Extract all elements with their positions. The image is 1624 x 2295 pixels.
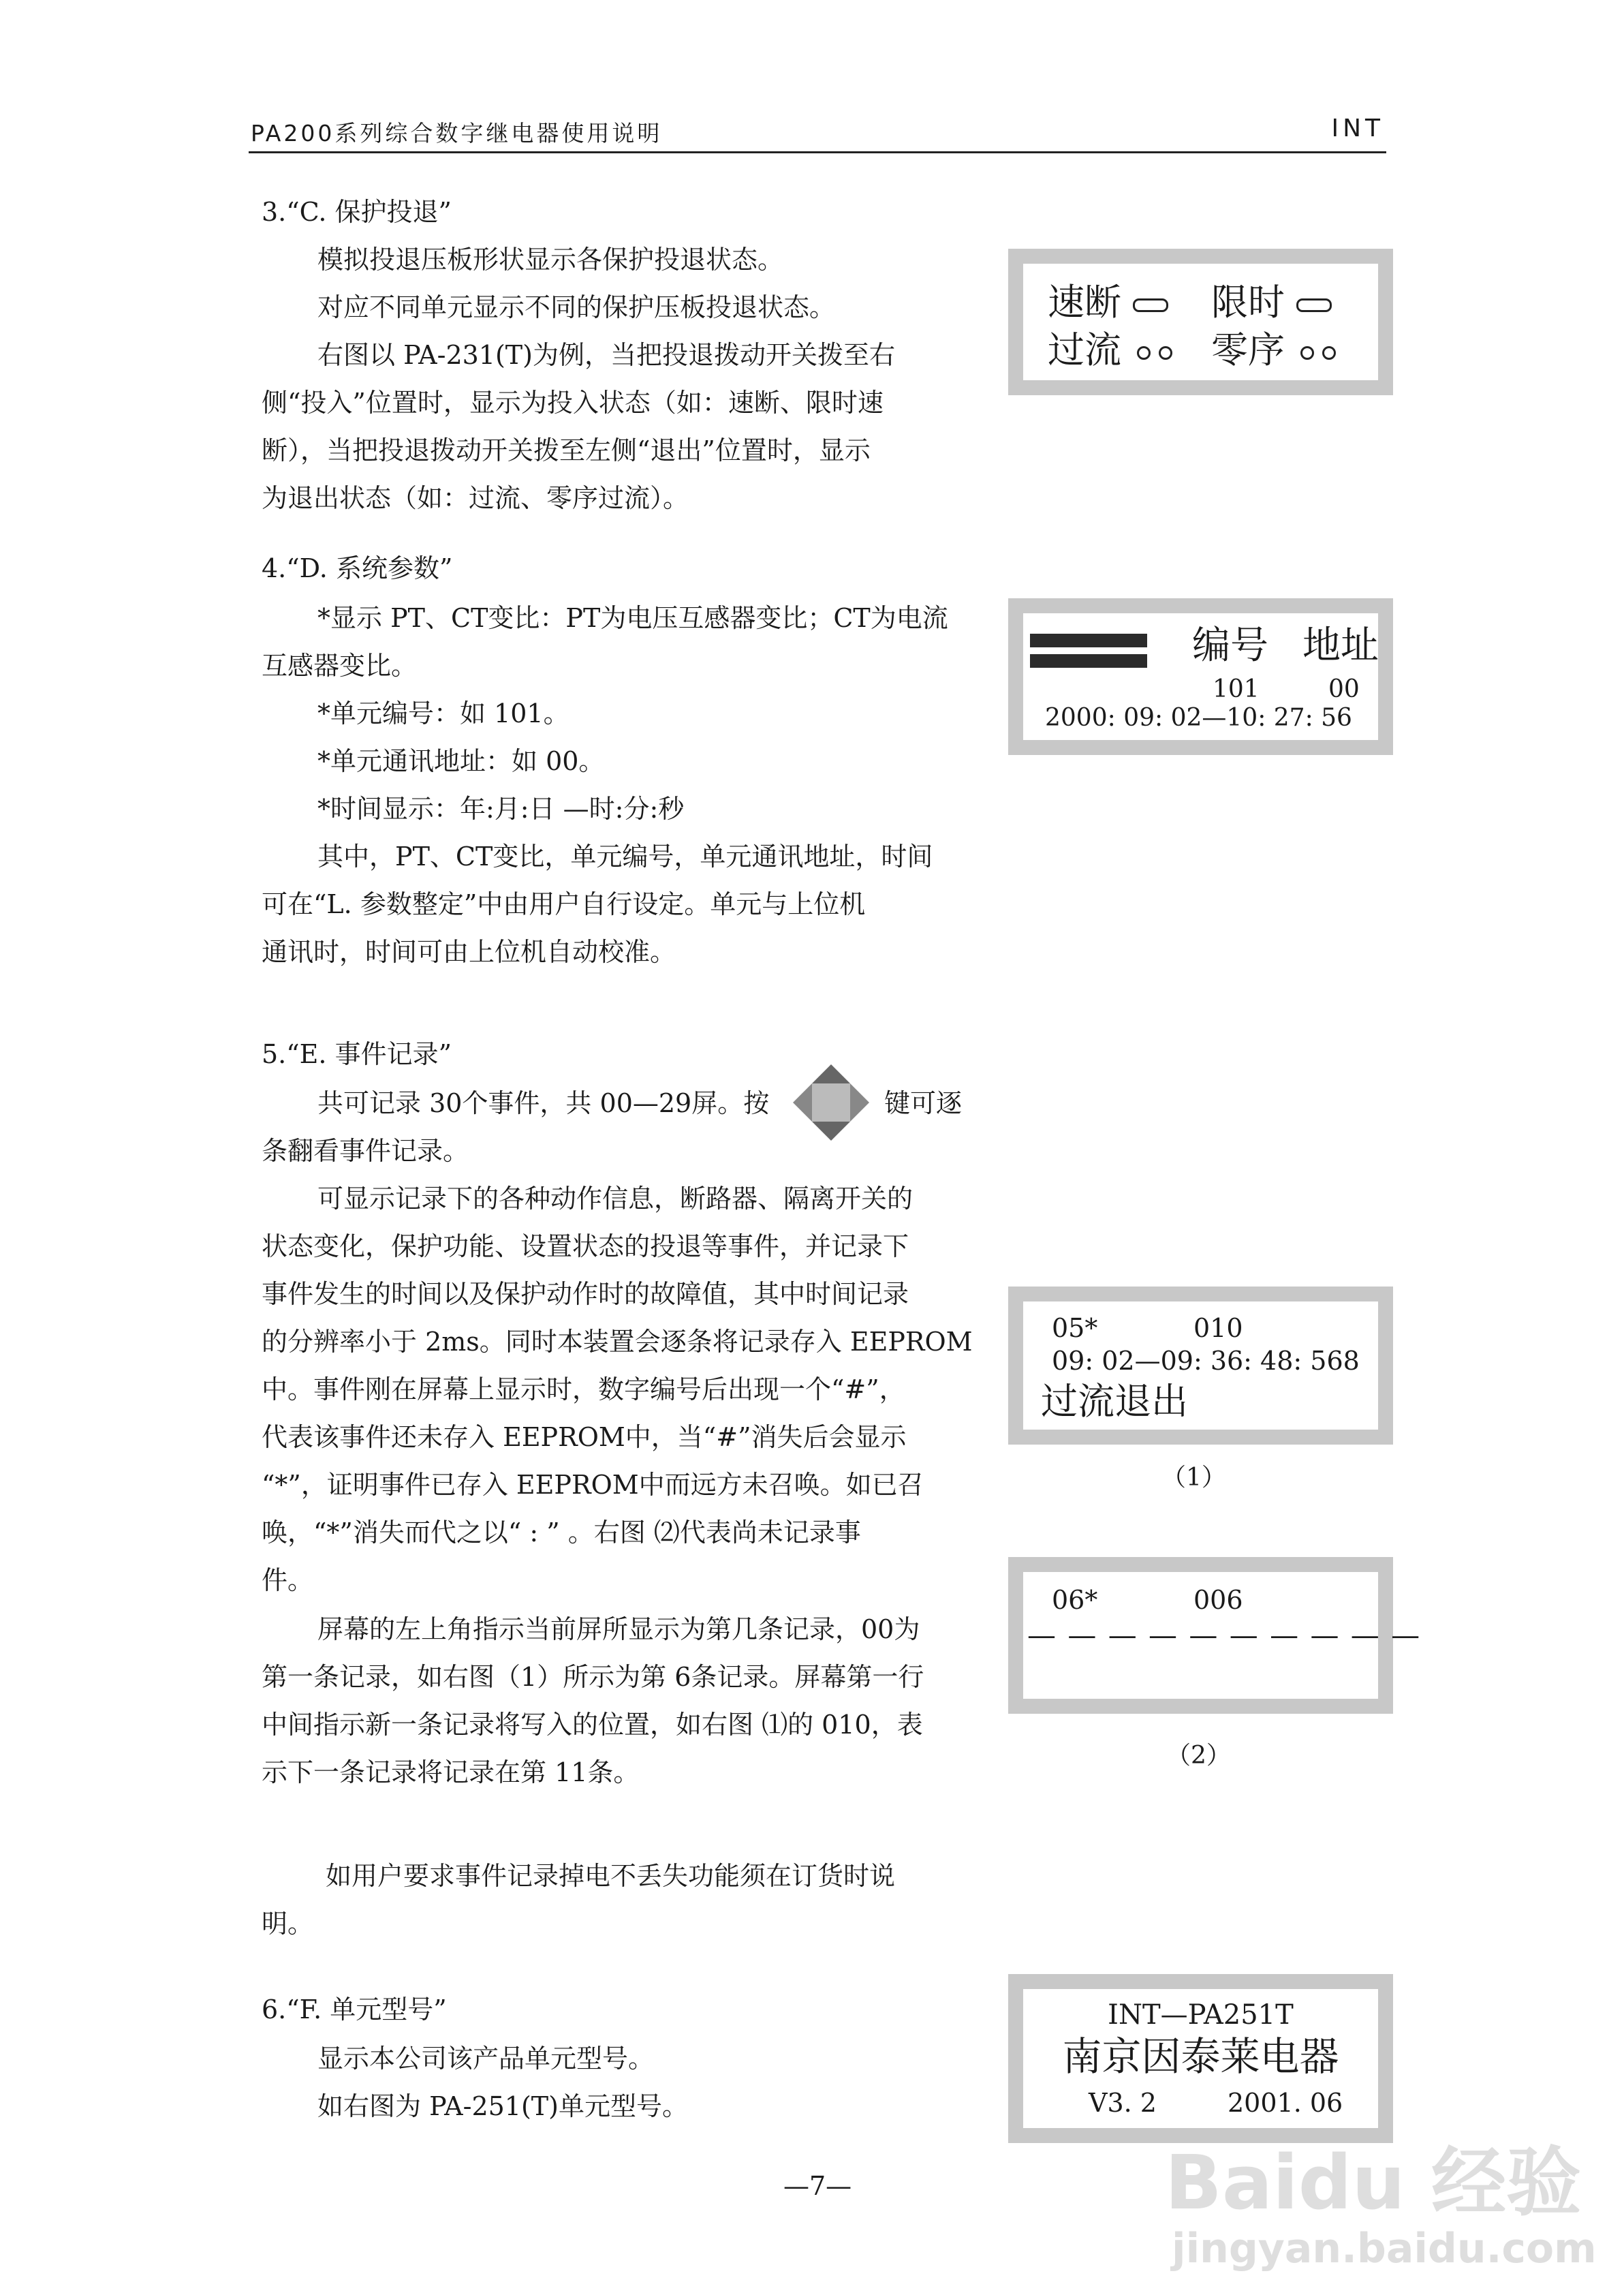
lcd-panel-params [1008, 598, 1393, 755]
paragraph-line: 侧“投入”位置时，显示为投入状态（如：速断、限时速 [262, 388, 884, 418]
switch-off-icon [1137, 346, 1151, 360]
paragraph-line: 如右图为 PA-251(T)单元型号。 [317, 2091, 688, 2121]
lcd-event-time: 09: 02—09: 36: 48: 568 [1052, 1346, 1360, 1376]
paragraph-line: 第一条记录，如右图（1）所示为第 6条记录。屏幕第一行 [262, 1662, 924, 1692]
switch-on-icon [1296, 298, 1332, 312]
lcd-next-position: 006 [1193, 1585, 1243, 1615]
paragraph-line: *单元编号：如 101。 [317, 698, 569, 728]
header-divider [249, 151, 1386, 153]
switch-on-icon [1133, 298, 1168, 312]
note-line: 如用户要求事件记录掉电不丢失功能须在订货时说 [326, 1861, 896, 1891]
page-number: —7— [783, 2171, 852, 2201]
lcd-label-address: 地址 [1302, 623, 1379, 668]
lcd-label: 零序 [1211, 332, 1340, 369]
lcd-model-name: INT—PA251T [1108, 1999, 1294, 2031]
section-heading-events: 5.“E. 事件记录” [262, 1039, 452, 1069]
paragraph-line: 中间指示新一条记录将写入的位置，如右图 ⑴的 010，表 [262, 1710, 923, 1740]
ratio-bar [1030, 634, 1147, 647]
arrow-keys-icon [790, 1062, 872, 1143]
paragraph-line: 示下一条记录将记录在第 11条。 [262, 1757, 640, 1787]
paragraph-line: 的分辨率小于 2ms。同时本装置会逐条将记录存入 EEPROM [262, 1327, 973, 1357]
baidu-watermark-logo: Baidu 经验 [1165, 2139, 1582, 2226]
lcd-datetime: 2000: 09: 02—10: 27: 56 [1045, 704, 1352, 732]
paragraph-line: 唤，“*”消失而代之以“ : ” 。右图 ⑵代表尚未记录事 [262, 1518, 861, 1547]
brand-label: INT [1331, 114, 1384, 142]
section-heading-protection: 3.“C. 保护投退” [262, 197, 452, 227]
section-heading-model: 6.“F. 单元型号” [262, 1994, 447, 2024]
paragraph-line: 条翻看事件记录。 [262, 1136, 469, 1166]
paragraph-line: 模拟投退压板形状显示各保护投退状态。 [317, 245, 784, 275]
paragraph-line: 通讯时，时间可由上位机自动校准。 [262, 937, 676, 967]
switch-off-icon [1159, 346, 1172, 360]
paragraph-line: 其中，PT、CT变比，单元编号，单元通讯地址，时间 [317, 842, 933, 872]
paragraph-line: 断），当把投退拨动开关拨至左侧“退出”位置时，显示 [262, 435, 871, 465]
lcd-label-number: 编号 [1192, 623, 1268, 668]
lcd-company-name: 南京因泰莱电器 [1062, 2033, 1339, 2080]
baidu-watermark-url: jingyan.baidu.com [1172, 2225, 1597, 2273]
switch-off-icon [1322, 346, 1336, 360]
paragraph-line: 显示本公司该产品单元型号。 [317, 2044, 655, 2074]
paragraph-line: 为退出状态（如：过流、零序过流）。 [262, 483, 689, 513]
paragraph-line: 代表该事件还未存入 EEPROM中，当“#”消失后会显示 [262, 1422, 907, 1452]
lcd-panel-model [1008, 1974, 1393, 2143]
lcd-empty-dashes: — — — — — — — — — — [1027, 1618, 1422, 1652]
note-line: 明。 [262, 1909, 314, 1939]
paragraph-line: *显示 PT、CT变比：PT为电压互感器变比；CT为电流 [317, 603, 948, 633]
ratio-bar [1030, 654, 1147, 668]
paragraph-line: 状态变化，保护功能、设置状态的投退等事件，并记录下 [262, 1231, 909, 1261]
lcd-release-date: 2001. 06 [1228, 2088, 1343, 2118]
paragraph-line: 共可记录 30个事件，共 00—29屏。按 [317, 1088, 770, 1118]
lcd-label: 过流 [1048, 332, 1176, 369]
paragraph-line: 事件发生的时间以及保护动作时的故障值，其中时间记录 [262, 1279, 909, 1309]
paragraph-line: *时间显示：年:月:日 —时:分:秒 [317, 794, 685, 824]
paragraph-line: 键可逐 [884, 1088, 963, 1118]
switch-off-icon [1300, 346, 1314, 360]
lcd-panel-event-2 [1008, 1557, 1422, 1714]
lcd-event-name: 过流退出 [1041, 1380, 1188, 1423]
lcd-unit-address: 00 [1328, 675, 1360, 703]
lcd-version: V3. 2 [1089, 2088, 1157, 2118]
paragraph-line: 屏幕的左上角指示当前屏所显示为第几条记录，00为 [317, 1614, 920, 1644]
section-heading-params: 4.“D. 系统参数” [262, 553, 453, 583]
paragraph-line: “*”，证明事件已存入 EEPROM中而远方未召唤。如已召 [262, 1470, 924, 1500]
paragraph-line: 互感器变比。 [262, 651, 418, 681]
paragraph-line: 右图以 PA-231(T)为例，当把投退拨动开关拨至右 [317, 340, 895, 370]
paragraph-line: 可显示记录下的各种动作信息，断路器、隔离开关的 [317, 1184, 914, 1214]
lcd-record-index: 06* [1052, 1585, 1098, 1615]
lcd-panel-protection [1008, 249, 1393, 395]
paragraph-line: 中。事件刚在屏幕上显示时，数字编号后出现一个“#”， [262, 1374, 905, 1404]
paragraph-line: 对应不同单元显示不同的保护压板投退状态。 [317, 292, 836, 322]
figure-caption: （1） [1161, 1464, 1226, 1492]
lcd-next-position: 010 [1193, 1313, 1243, 1343]
lcd-label: 速断 [1048, 284, 1168, 321]
paragraph-line: *单元通讯地址：如 00。 [317, 746, 605, 776]
lcd-record-index: 05* [1052, 1313, 1098, 1343]
figure-caption: （2） [1166, 1742, 1231, 1770]
lcd-unit-number: 101 [1213, 675, 1260, 703]
lcd-label: 限时 [1211, 284, 1332, 321]
document-title: PA200系列综合数字继电器使用说明 [251, 120, 663, 147]
paragraph-line: 件。 [262, 1565, 314, 1595]
paragraph-line: 可在“L. 参数整定”中由用户自行设定。单元与上位机 [262, 889, 866, 919]
lcd-panel-event-1 [1008, 1287, 1393, 1445]
